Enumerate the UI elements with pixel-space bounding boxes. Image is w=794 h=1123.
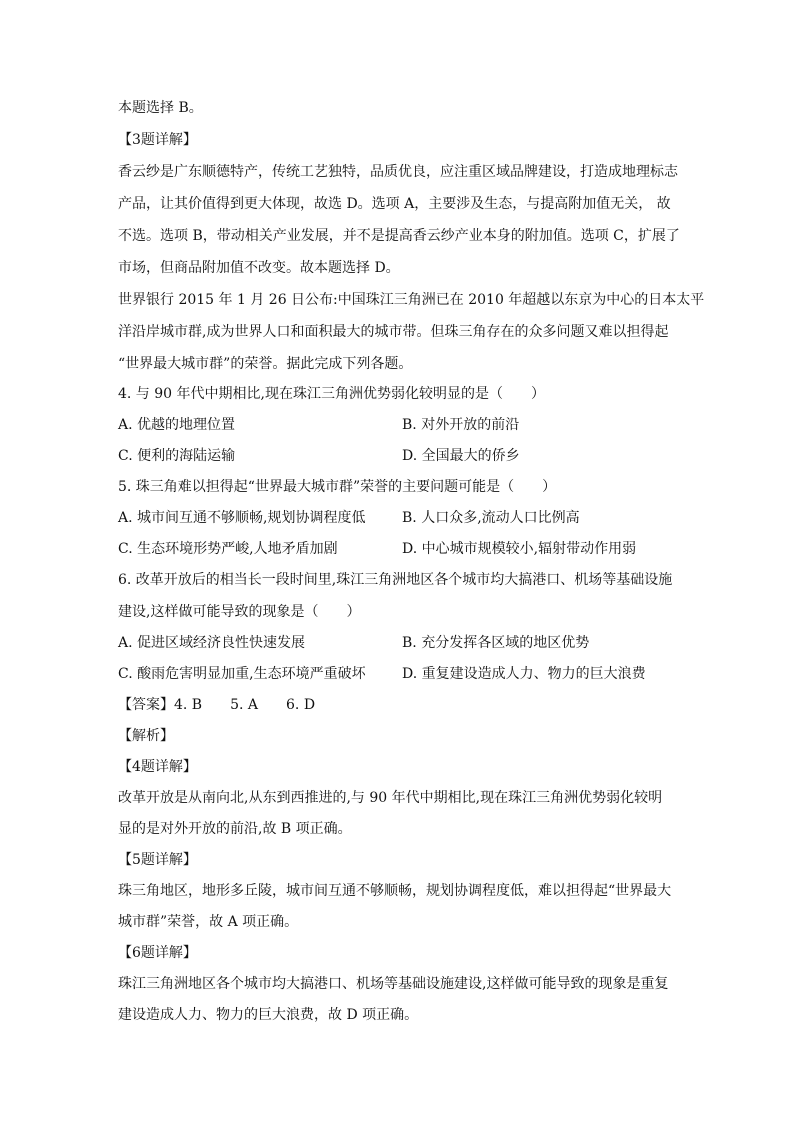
q3-detail-line: 不选。选项 B，带动相关产业发展，并不是提高香云纱产业本身的附加值。选项 C，扩展了 — [118, 228, 680, 244]
question-6-option-d: D. 重复建设造成人力、物力的巨大浪费 — [402, 666, 646, 682]
question-4-option-a: A. 优越的地理位置 — [118, 417, 236, 433]
q3-detail-line: 香云纱是广东顺德特产，传统工艺独特，品质优良，应注重区域品牌建设，打造成地理标志 — [118, 164, 678, 180]
passage-line: 世界银行 2015 年 1 月 26 日公布:中国珠江三角洲已在 2010 年超越以东京为中心的日本太平 — [118, 292, 705, 308]
analysis-heading: 【解析】 — [118, 728, 174, 744]
q3-detail-line: 产品，让其价值得到更大体现，故选 D。选项 A，主要涉及生态，与提高附加值无关， 故 — [118, 196, 671, 212]
q6-detail-line: 珠江三角洲地区各个城市均大搞港口、机场等基础设施建设,这样做可能导致的现象是重复 — [118, 976, 669, 992]
q3-detail-heading: 【3题详解】 — [118, 132, 197, 148]
q5-detail-line: 城市群”荣誉，故 A 项正确。 — [118, 914, 299, 930]
previous-answer-conclusion: 本题选择 B。 — [118, 100, 203, 116]
question-6-option-b: B. 充分发挥各区域的地区优势 — [402, 635, 590, 651]
question-5-option-d: D. 中心城市规模较小,辐射带动作用弱 — [402, 541, 637, 557]
question-6-stem: 建设,这样做可能导致的现象是（ ） — [118, 604, 361, 620]
passage-line: “世界最大城市群”的荣誉。据此完成下列各题。 — [118, 356, 413, 372]
passage-line: 洋沿岸城市群,成为世界人口和面积最大的城市带。但珠三角存在的众多问题又难以担得起 — [118, 324, 669, 340]
q5-detail-heading: 【5题详解】 — [118, 852, 197, 868]
q4-detail-line: 显的是对外开放的前沿,故 B 项正确。 — [118, 821, 352, 837]
question-5-option-b: B. 人口众多,流动人口比例高 — [402, 510, 580, 526]
answer-line: 【答案】4. B 5. A 6. D — [118, 697, 316, 713]
question-6-option-c: C. 酸雨危害明显加重,生态环境严重破坏 — [118, 666, 366, 682]
q4-detail-heading: 【4题详解】 — [118, 759, 197, 775]
question-4-option-b: B. 对外开放的前沿 — [402, 417, 520, 433]
question-6-stem: 6. 改革开放后的相当长一段时间里,珠江三角洲地区各个城市均大搞港口、机场等基础设施 — [118, 572, 673, 588]
q6-detail-line: 建设造成人力、物力的巨大浪费，故 D 项正确。 — [118, 1007, 419, 1023]
question-4-option-d: D. 全国最大的侨乡 — [402, 448, 520, 464]
q5-detail-line: 珠三角地区，地形多丘陵，城市间互通不够顺畅，规划协调程度低，难以担得起“世界最大 — [118, 883, 672, 899]
q3-detail-line: 市场，但商品附加值不改变。故本题选择 D。 — [118, 260, 400, 276]
question-4-option-c: C. 便利的海陆运输 — [118, 448, 236, 464]
question-5-option-c: C. 生态环境形势严峻,人地矛盾加剧 — [118, 541, 338, 557]
q4-detail-line: 改革开放是从南向北,从东到西推进的,与 90 年代中期相比,现在珠江三角洲优势弱化较明 — [118, 790, 663, 806]
question-4-stem: 4. 与 90 年代中期相比,现在珠江三角洲优势弱化较明显的是（ ） — [118, 386, 545, 402]
q6-detail-heading: 【6题详解】 — [118, 945, 197, 961]
question-6-option-a: A. 促进区域经济良性快速发展 — [118, 635, 306, 651]
question-5-stem: 5. 珠三角难以担得起“世界最大城市群”荣誉的主要问题可能是（ ） — [118, 479, 557, 495]
question-5-option-a: A. 城市间互通不够顺畅,规划协调程度低 — [118, 510, 366, 526]
